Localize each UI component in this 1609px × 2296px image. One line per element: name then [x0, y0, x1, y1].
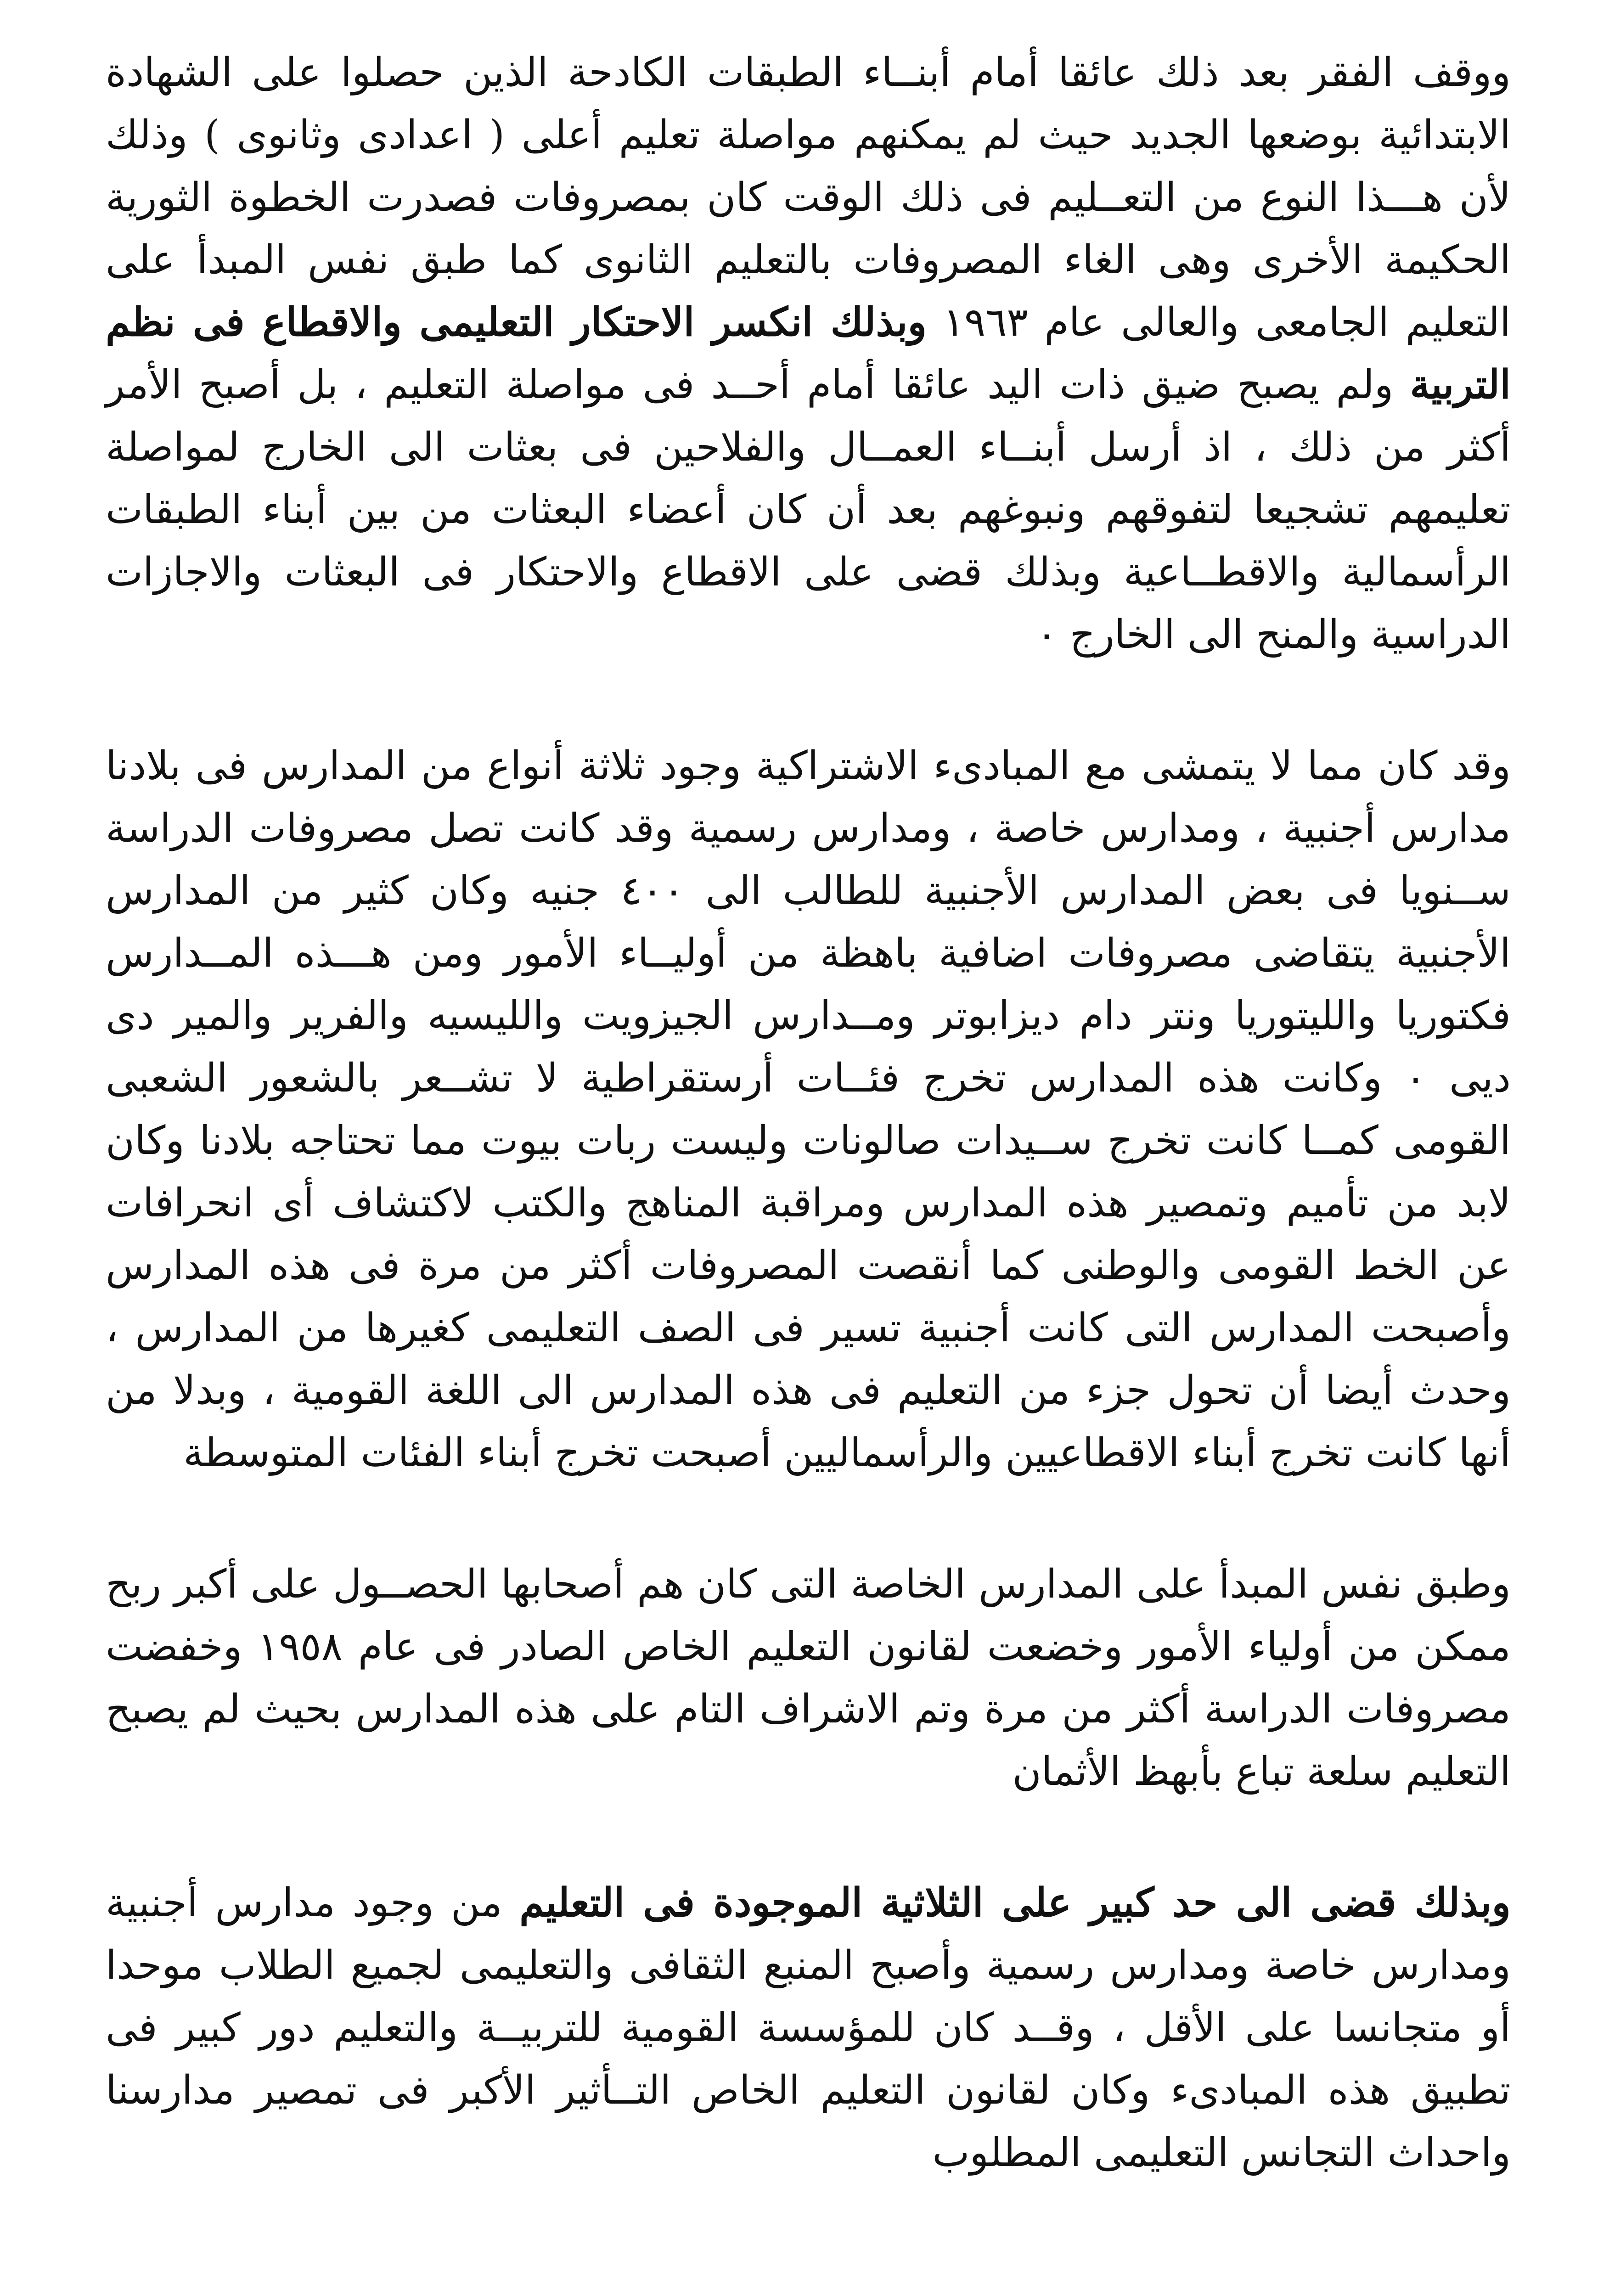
- paragraph-1: [106, 41, 1511, 666]
- paragraph-4-text: من وجود مدارس أجنبية ومدارس خاصة ومدارس رسمية وأصبح المنبع الثقافى والتعليمى لجميع الطلاب موحدا أو متجانسا على الأقل ، وقــد كان للمؤسسة القومية للتربيــة والتعليم دور كبير فى تطبيق هذه المبادىء وكان لقانون التعليم الخاص التــأثير الأكبر فى تمصير مدارسنا واحداث التجانس التعليمى المطلوب: [106, 1880, 1511, 2176]
- paragraph-3-text: وطبق نفس المبدأ على المدارس الخاصة التى كان هم أصحابها الحصــول على أكبر ربح ممكن من أولياء الأمور وخضعت لقانون التعليم الخاص الصادر فى عام ١٩٥٨ وخفضت مصروفات الدراسة أكثر من مرة وتم الاشراف التام على هذه المدارس بحيث لم يصبح التعليم سلعة تباع بأبهظ الأثمان: [106, 1561, 1511, 1795]
- paragraph-3: [106, 1553, 1511, 1803]
- paragraph-1-bold-phrase: وبذلك انكسر الاحتكار التعليمى والاقطاع فى نظم التربية: [106, 299, 1511, 408]
- paragraph-2-text: وقد كان مما لا يتمشى مع المبادىء الاشتراكية وجود ثلاثة أنواع من المدارس فى بلادنا مدارس أجنبية ، ومدارس خاصة ، ومدارس رسمية وقد كانت تصل مصروفات الدراسة ســنويا فى بعض المدارس الأجنبية للطالب الى ٤٠٠ جنيه وكان كثير من المدارس الأجنبية يتقاضى مصروفات اضافية باهظة من أوليــاء الأمور ومن هـــذه المــدارس فكتوريا والليتوريا ونتر دام ديزابوتر ومــدارس الجيزويت والليسيه والفرير والمير دى ديى ٠ وكانت هذه المدارس تخرج فئــات أرستقراطية لا تشــعر بالشعور الشعبى القومى كمــا كانت تخرج ســيدات صالونات وليست ربات بيوت مما تحتاجه بلادنا وكان لابد من تأميم وتمصير هذه المدارس ومراقبة المناهج والكتب لاكتشاف أى انحرافات عن الخط القومى والوطنى كما أنقصت المصروفات أكثر من مرة فى هذه المدارس وأصبحت المدارس التى كانت أجنبية تسير فى الصف التعليمى كغيرها من المدارس ، وحدث أيضا أن تحول جزء من التعليم فى هذه المدارس الى اللغة القومية ، وبدلا من أنها كانت تخرج أبناء الاقطاعيين والرأسماليين أصبحت تخرج أبناء الفئات المتوسطة: [106, 743, 1511, 1476]
- paragraph-4-bold-phrase: وبذلك قضى الى حد كبير على الثلاثية الموجودة فى التعليم: [519, 1880, 1511, 1926]
- paragraph-2: [106, 735, 1511, 1484]
- paragraph-1-text-b: ولم يصبح ضيق ذات اليد عائقا أمام أحــد فى مواصلة التعليم ، بل أصبح الأمر أكثر من ذلك ، اذ أرسل أبنــاء العمــال والفلاحين فى بعثات الى الخارج لمواصلة تعليمهم تشجيعا لتفوقهم ونبوغهم بعد أن كان أعضاء البعثات من بين أبناء الطبقات الرأسمالية والاقطــاعية وبذلك قضى على الاقطاع والاحتكار فى البعثات والاجازات الدراسية والمنح الى الخارج ٠: [106, 362, 1511, 658]
- paragraph-1-text-a: ووقف الفقر بعد ذلك عائقا أمام أبنــاء الطبقات الكادحة الذين حصلوا على الشهادة الابتدائية بوضعها الجديد حيث لم يمكنهم مواصلة تعليم أعلى ( اعدادى وثانوى ) وذلك لأن هـــذا النوع من التعــليم فى ذلك الوقت كان بمصروفات فصدرت الخطوة الثورية الحكيمة الأخرى وهى الغاء المصروفات بالتعليم الثانوى كما طبق نفس المبدأ على التعليم الجامعى والعالى عام ١٩٦٣: [106, 50, 1511, 345]
- paragraph-4: [106, 1872, 1511, 2184]
- document-page: [106, 41, 1511, 2184]
